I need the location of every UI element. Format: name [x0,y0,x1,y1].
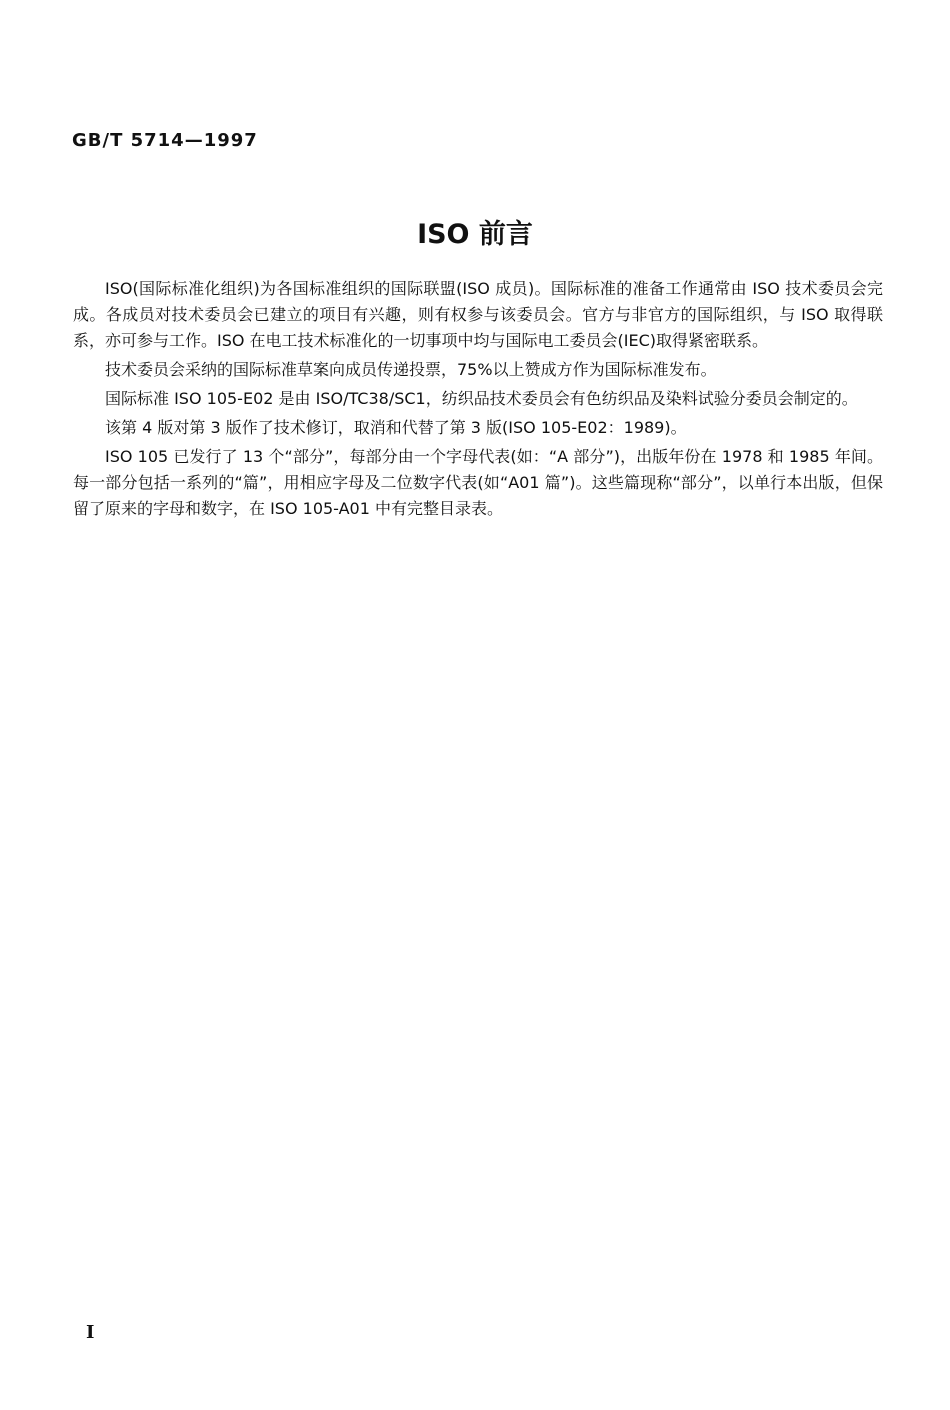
page-title: ISO 前言 [417,219,533,250]
paragraph-edition: 该第 4 版对第 3 版作了技术修订，取消和代替了第 3 版(ISO 105-E02：1989)。 [105,418,687,437]
standard-number: GB/T 5714—1997 [72,130,258,151]
page-number: I [86,1322,95,1343]
paragraph-voting: 技术委员会采纳的国际标准草案向成员传递投票，75%以上赞成方作为国际标准发布。 [105,360,717,379]
paragraph-parts: ISO 105 已发行了 13 个“部分”，每部分由一个字母代表(如：“A 部分”)，出版年份在 1978 和 1985 年间。每一部分包括一系列的“篇”，用相应字母及二位数字代表(如“A01 篇”)。这些篇现称“部分”，以单行本出版，但保留了原来的字母和数字，在 ISO 105-A01 中有完整目录表。 [73,447,883,518]
paragraph-committee: 国际标准 ISO 105-E02 是由 ISO/TC38/SC1，纺织品技术委员会有色纺织品及染料试验分委员会制定的。 [105,389,858,408]
foreword-body [73,276,883,525]
paragraph-iso-overview: ISO(国际标准化组织)为各国标准组织的国际联盟(ISO 成员)。国际标准的准备工作通常由 ISO 技术委员会完成。各成员对技术委员会已建立的项目有兴趣，则有权参与该委员会。官方与非官方的国际组织，与 ISO 取得联系，亦可参与工作。ISO 在电工技术标准化的一切事项中均与国际电工委员会(IEC)取得紧密联系。 [73,279,883,350]
